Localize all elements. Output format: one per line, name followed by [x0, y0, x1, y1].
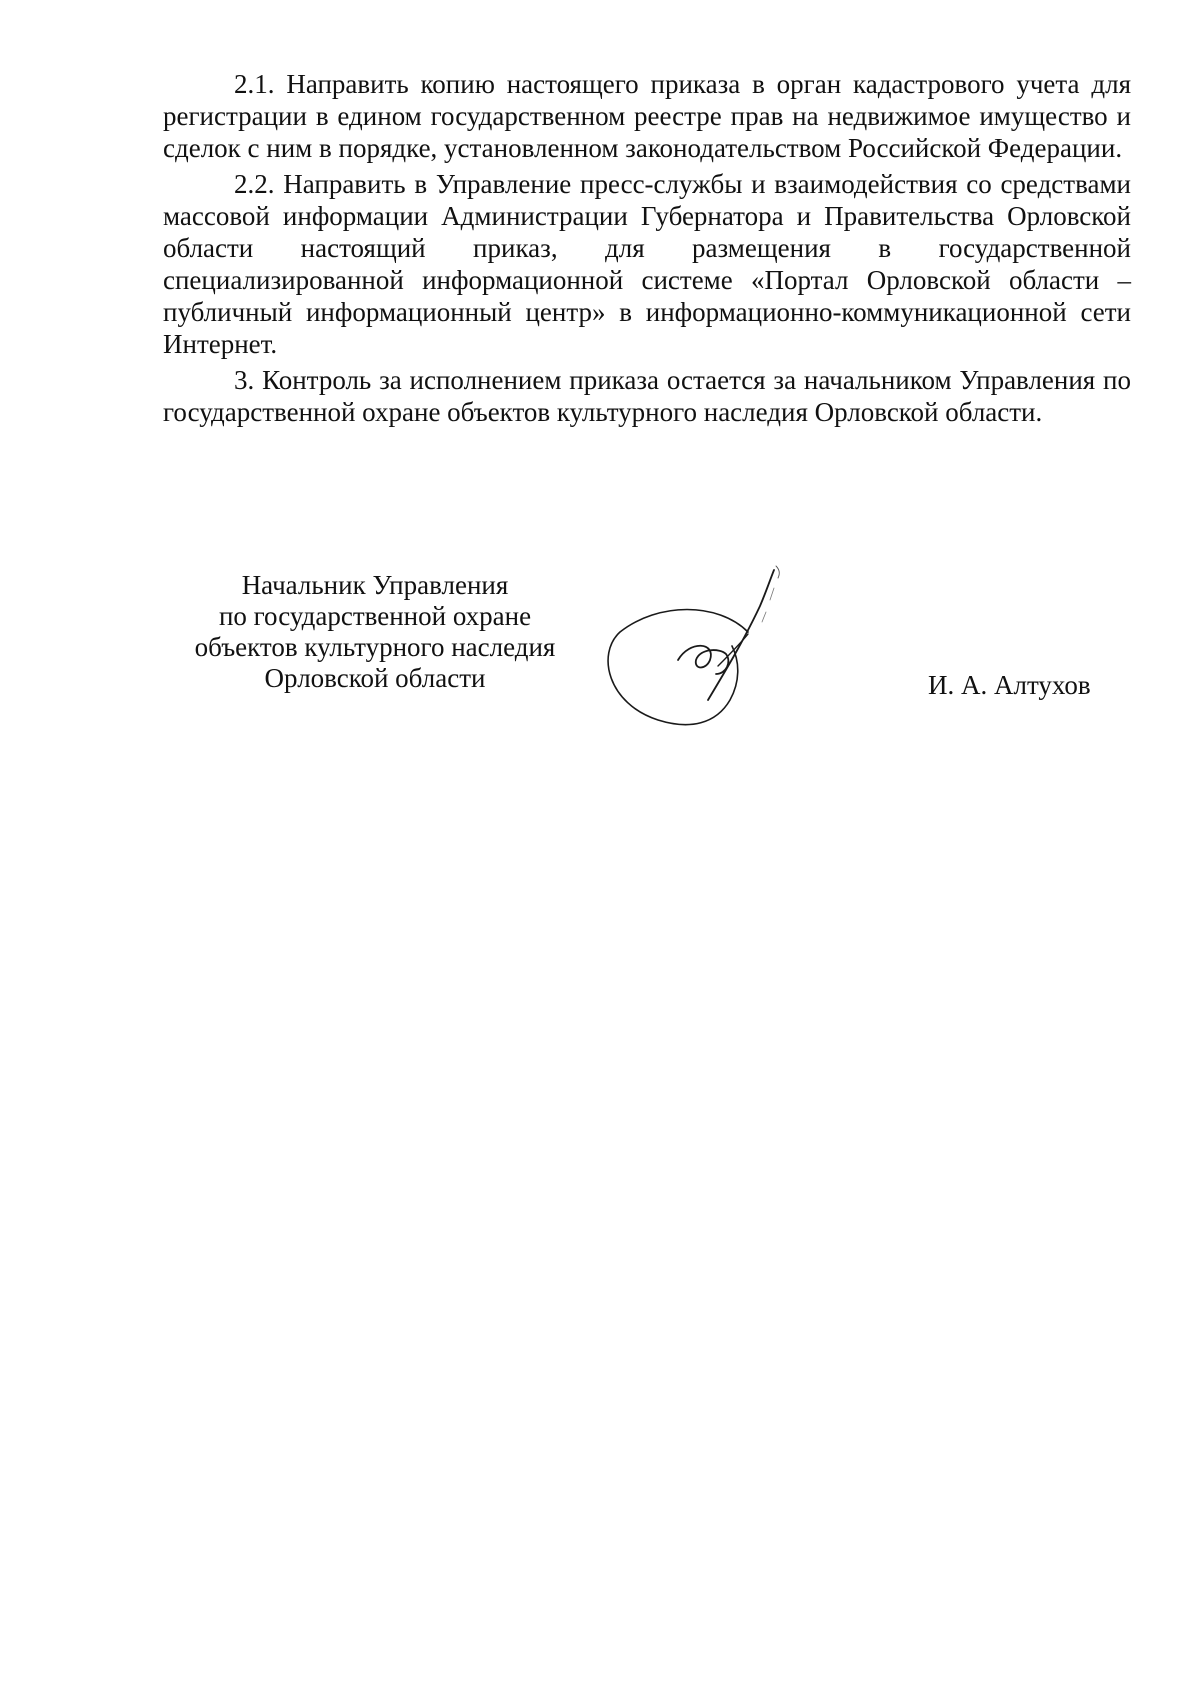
paragraph-3: 3. Контроль за исполнением приказа остается за начальником Управления по государственной охране объектов культурного наследия Орловской области.	[163, 365, 1131, 427]
position-line: объектов культурного наследия	[194, 632, 556, 662]
signatory-position	[160, 570, 590, 694]
signer-name: И. А. Алтухов	[928, 670, 1091, 700]
paragraph-2-1: 2.1. Направить копию настоящего приказа в орган кадастрового учета для регистрации в едином государственном реестре прав на недвижимое имущество и сделок с ним в порядке, установленном законодательством Российской Федерации.	[163, 69, 1131, 163]
position-line: Орловской области	[264, 663, 486, 693]
position-line: по государственной охране	[218, 601, 532, 631]
position-line: Начальник Управления	[241, 570, 509, 600]
handwritten-signature-icon	[598, 562, 848, 737]
document-body	[163, 68, 1131, 432]
paragraph-2-2: 2.2. Направить в Управление пресс-службы и взаимодействия со средствами массовой информации Администрации Губернатора и Правительства Орловской области настоящий приказ, для размещения в государственной специализированной информационной системе «Портал Орловской области – публичный информационный центр» в информационно-коммуникационной сети Интернет.	[163, 169, 1131, 359]
